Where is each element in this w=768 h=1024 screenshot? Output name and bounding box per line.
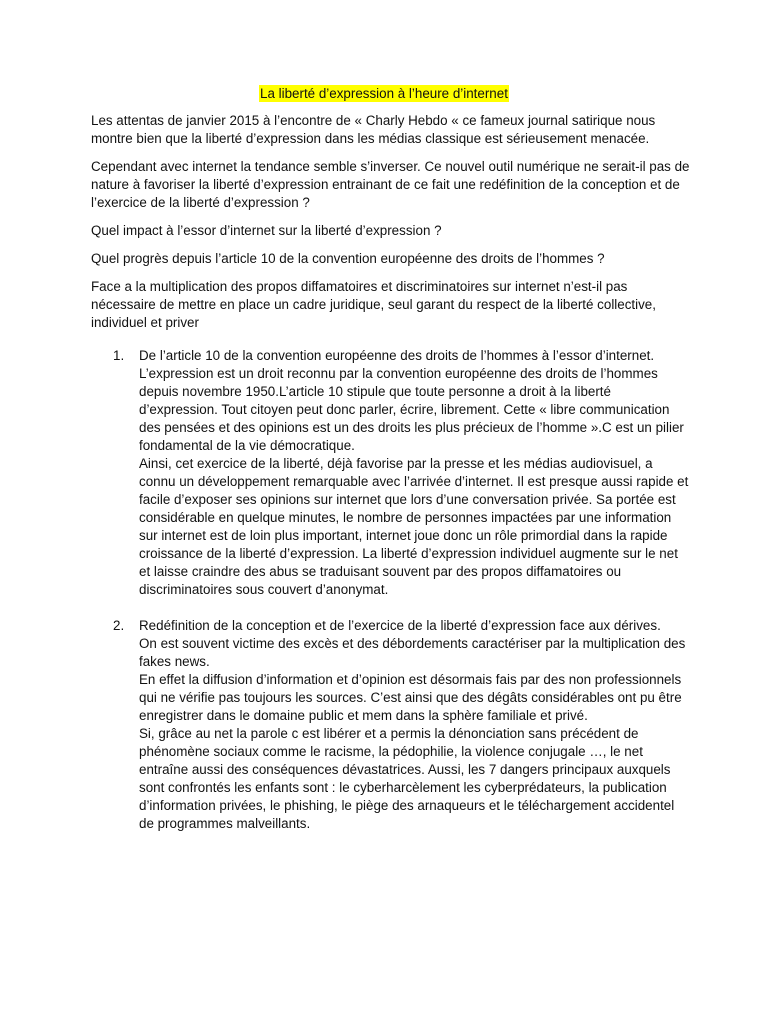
question-paragraph: Quel progrès depuis l’article 10 de la convention européenne des droits de l’hommes ?: [91, 251, 605, 266]
list-item: [91, 347, 691, 599]
section-paragraph: En effet la diffusion d’information et d’opinion est désormais fais par des non professionnels qui ne vérifie pas toujours les sources. C’est ainsi que des dégâts considérables ont pu être enregistrer dans le domaine public et mem dans la sphère familiale et privé.: [139, 672, 682, 723]
intro-paragraph: Les attentas de janvier 2015 à l’encontre de « Charly Hebdo « ce fameux journal satirique nous montre bien que la liberté d’expression dans les médias classique est sérieusement menacée.: [91, 113, 656, 146]
question-paragraph: Quel impact à l’essor d’internet sur la liberté d’expression ?: [91, 223, 442, 238]
intro-paragraph: Cependant avec internet la tendance semble s’inverser. Ce nouvel outil numérique ne serait-il pas de nature à favoriser la liberté d’expression entrainant de ce fait une redéfinition de la conception et de l’exercice de la liberté d’expression ?: [91, 159, 690, 210]
list-number: 2.: [113, 618, 125, 633]
section-heading: Redéfinition de la conception et de l’exercice de la liberté d’expression face aux dérives.: [139, 618, 661, 633]
numbered-list: [91, 347, 691, 833]
intro-paragraph: Face a la multiplication des propos diffamatoires et discriminatoires sur internet n’est-il pas nécessaire de mettre en place un cadre juridique, seul garant du respect de la liberté collective, individuel et priver: [91, 279, 656, 330]
document-body: [91, 112, 691, 851]
section-heading: De l’article 10 de la convention européenne des droits de l’hommes à l’essor d’internet.: [139, 348, 655, 363]
title-wrap: [0, 85, 768, 103]
section-paragraph: Si, grâce au net la parole c est libérer et a permis la dénonciation sans précédent de phénomène sociaux comme le racisme, la pédophilie, la violence conjugale …, le net entraîne aussi des conséquences dévastatrices. Aussi, les 7 dangers principaux auxquels sont confrontés les enfants sont : le cyberharcèlement les cyberprédateurs, la publication d’information privées, le phishing, le piège des arnaqueurs et le téléchargement accidentel de programmes malveillants.: [139, 726, 675, 831]
list-item: [91, 617, 691, 833]
section-paragraph: L’expression est un droit reconnu par la convention européenne des droits de l’hommes depuis novembre 1950.L’article 10 stipule que toute personne a droit à la liberté d’expression. Tout citoyen peut donc parler, écrire, librement. Cette « libre communication des pensées et des opinions est un des droits les plus précieux de l’homme ».C est un pilier fondamental de la vie démocratique.: [139, 366, 684, 453]
section-paragraph: Ainsi, cet exercice de la liberté, déjà favorise par la presse et les médias audiovisuel, a connu un développement remarquable avec l’arrivée d’internet. Il est presque aussi rapide et facile d’exposer ses opinions sur internet que lors d’une conversation privée. Sa portée est considérable en quelque minutes, le nombre de personnes impactées par une information sur internet est de loin plus important, internet joue donc un rôle primordial dans la rapide croissance de la liberté d’expression. La liberté d’expression individuel augmente sur le net et laisse craindre des abus se traduisant souvent par des propos diffamatoires ou discriminatoires sous couvert d’anonymat.: [139, 456, 689, 597]
list-number: 1.: [113, 348, 125, 363]
document-title: La liberté d’expression à l’heure d’internet: [260, 86, 508, 101]
section-paragraph: On est souvent victime des excès et des débordements caractériser par la multiplication des fakes news.: [139, 636, 686, 669]
